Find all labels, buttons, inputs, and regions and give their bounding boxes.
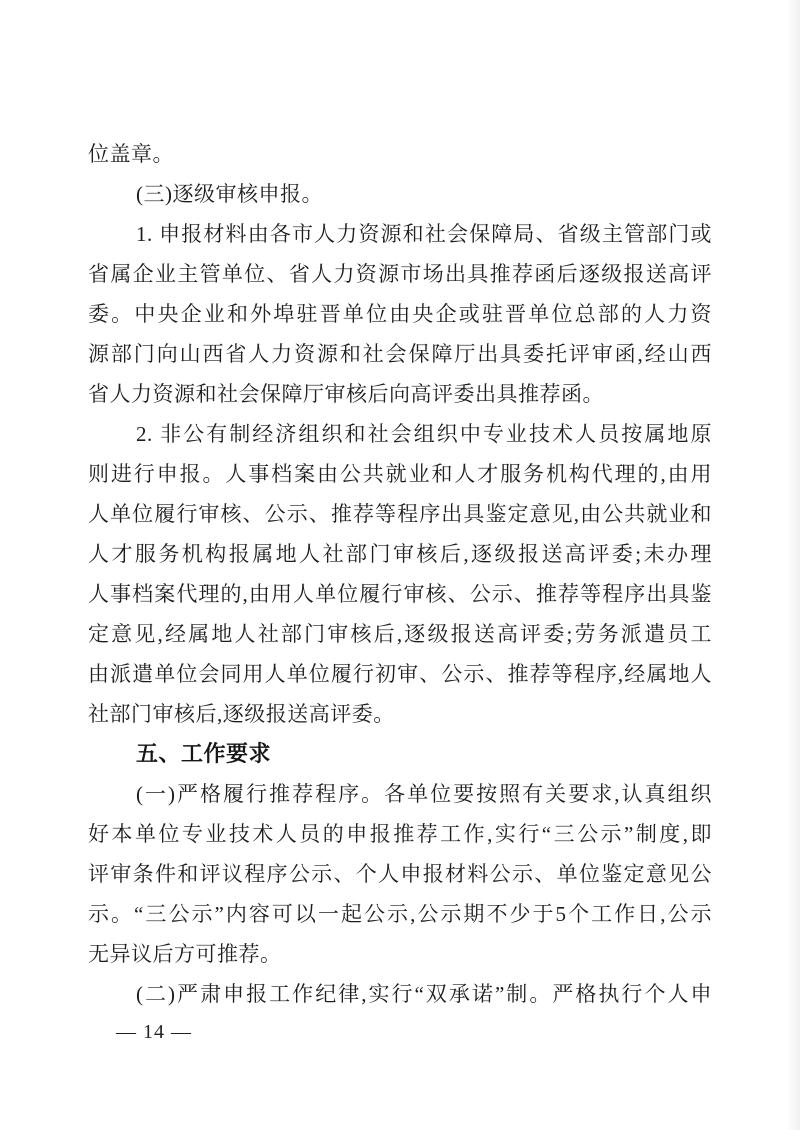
document-line: 2. 非公有制经济组织和社会组织中专业技术人员按属地原 bbox=[136, 422, 712, 446]
document-line: 定意见,经属地人社部门审核后,逐级报送高评委;劳务派遣员工 bbox=[88, 622, 712, 646]
document-body bbox=[88, 134, 712, 1014]
document-line: 委。中央企业和外埠驻晋单位由央企或驻晋单位总部的人力资 bbox=[88, 302, 712, 326]
document-line: (二)严肃申报工作纪律,实行“双承诺”制。严格执行个人申 bbox=[136, 982, 712, 1006]
document-line: 好本单位专业技术人员的申报推荐工作,实行“三公示”制度,即 bbox=[88, 822, 712, 846]
document-line: (三)逐级审核申报。 bbox=[136, 182, 323, 206]
document-line: 源部门向山西省人力资源和社会保障厅出具委托评审函,经山西 bbox=[88, 342, 712, 366]
document-line: 人才服务机构报属地人社部门审核后,逐级报送高评委;未办理 bbox=[88, 542, 712, 566]
document-line: 则进行申报。人事档案由公共就业和人才服务机构代理的,由用 bbox=[88, 462, 712, 486]
document-line: 评审条件和评议程序公示、个人申报材料公示、单位鉴定意见公 bbox=[88, 862, 712, 886]
scan-edge-shadow bbox=[786, 0, 800, 1130]
document-line: (一)严格履行推荐程序。各单位要按照有关要求,认真组织 bbox=[136, 782, 712, 806]
document-line: 由派遣单位会同用人单位履行初审、公示、推荐等程序,经属地人 bbox=[88, 662, 712, 686]
document-line: 1. 申报材料由各市人力资源和社会保障局、省级主管部门或 bbox=[136, 222, 712, 246]
document-line: 无异议后方可推荐。 bbox=[88, 942, 282, 966]
document-line: 示。“三公示”内容可以一起公示,公示期不少于5个工作日,公示 bbox=[88, 902, 712, 926]
document-line: 省人力资源和社会保障厅审核后向高评委出具推荐函。 bbox=[88, 382, 604, 406]
document-line: 社部门审核后,逐级报送高评委。 bbox=[88, 702, 395, 726]
page-number: — 14 — bbox=[116, 1021, 192, 1043]
document-line: 人单位履行审核、公示、推荐等程序出具鉴定意见,由公共就业和 bbox=[88, 502, 712, 526]
document-line: 人事档案代理的,由用人单位履行审核、公示、推荐等程序出具鉴 bbox=[88, 582, 712, 606]
document-line: 位盖章。 bbox=[88, 142, 174, 166]
document-line: 省属企业主管单位、省人力资源市场出具推荐函后逐级报送高评 bbox=[88, 262, 712, 286]
section-heading: 五、工作要求 bbox=[136, 741, 272, 766]
